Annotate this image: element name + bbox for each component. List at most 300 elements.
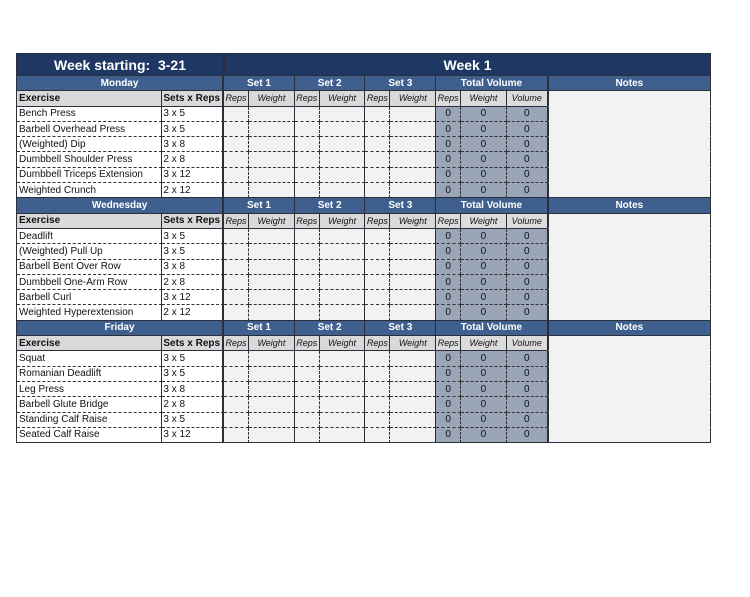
total-reps-value: 0 [436,413,461,428]
set-2-weight-input[interactable] [320,413,366,428]
set-3-reps-input[interactable] [365,428,390,443]
exercise-name: Dumbbell One-Arm Row [17,275,162,290]
set-2-header: Set 2 [295,198,366,213]
total-reps-column-header: Reps [436,91,461,106]
sets-reps-value: 2 x 8 [162,275,224,290]
total-volume-value: 0 [507,382,548,397]
set-3-weight-input[interactable] [390,229,436,244]
set-3-weight-input[interactable] [390,183,436,198]
exercise-name: (Weighted) Dip [17,137,162,152]
total-reps-value: 0 [436,229,461,244]
exercise-row [17,428,711,443]
exercise-name: Standing Calf Raise [17,413,162,428]
set-3-reps-input[interactable] [365,290,390,305]
set-2-reps-input[interactable] [295,305,320,320]
set-3-weight-input[interactable] [390,413,436,428]
set-3-reps-input[interactable] [365,351,390,366]
sets-reps-value: 3 x 8 [162,260,224,275]
notes-cell[interactable] [548,397,711,412]
total-reps-value: 0 [436,428,461,443]
reps-column-header: Reps [224,214,249,229]
weight-column-header: Weight [390,336,436,351]
set-1-reps-input[interactable] [224,275,249,290]
exercise-row [17,367,711,382]
total-weight-value: 0 [461,275,507,290]
total-volume-value: 0 [507,229,548,244]
total-volume-column-header: Volume [507,336,548,351]
weight-column-header: Weight [320,91,366,106]
sets-reps-value: 2 x 8 [162,397,224,412]
set-2-reps-input[interactable] [295,260,320,275]
total-weight-value: 0 [461,397,507,412]
total-reps-value: 0 [436,168,461,183]
notes-cell[interactable] [548,290,711,305]
reps-column-header: Reps [365,91,390,106]
set-3-reps-input[interactable] [365,367,390,382]
set-3-header: Set 3 [365,76,436,91]
set-2-weight-input[interactable] [320,107,366,122]
weight-column-header: Weight [390,214,436,229]
total-volume-value: 0 [507,290,548,305]
set-1-reps-input[interactable] [224,152,249,167]
set-3-weight-input[interactable] [390,351,436,366]
weight-column-header: Weight [249,336,295,351]
set-1-reps-input[interactable] [224,183,249,198]
total-volume-value: 0 [507,183,548,198]
set-1-reps-input[interactable] [224,168,249,183]
set-2-weight-input[interactable] [320,122,366,137]
notes-cell[interactable] [548,214,711,229]
set-2-weight-input[interactable] [320,382,366,397]
set-3-reps-input[interactable] [365,382,390,397]
set-2-reps-input[interactable] [295,137,320,152]
set-3-reps-input[interactable] [365,305,390,320]
day-header-row [17,198,711,213]
total-volume-column-header: Volume [507,91,548,106]
set-2-reps-input[interactable] [295,397,320,412]
reps-column-header: Reps [295,214,320,229]
set-2-header: Set 2 [295,76,366,91]
notes-cell[interactable] [548,229,711,244]
set-1-header: Set 1 [224,76,295,91]
set-2-weight-input[interactable] [320,428,366,443]
set-2-reps-input[interactable] [295,152,320,167]
notes-cell[interactable] [548,244,711,259]
set-2-reps-input[interactable] [295,275,320,290]
exercise-row [17,168,711,183]
exercise-name: Leg Press [17,382,162,397]
set-3-weight-input[interactable] [390,275,436,290]
set-2-reps-input[interactable] [295,428,320,443]
set-3-weight-input[interactable] [390,397,436,412]
sets-reps-value: 2 x 12 [162,305,224,320]
set-1-weight-input[interactable] [249,397,295,412]
set-2-reps-input[interactable] [295,351,320,366]
set-2-reps-input[interactable] [295,122,320,137]
set-1-weight-input[interactable] [249,413,295,428]
notes-cell[interactable] [548,260,711,275]
set-1-reps-input[interactable] [224,382,249,397]
set-2-header: Set 2 [295,321,366,336]
total-weight-column-header: Weight [461,91,507,106]
total-volume-value: 0 [507,137,548,152]
exercise-name: (Weighted) Pull Up [17,244,162,259]
total-volume-value: 0 [507,122,548,137]
total-volume-value: 0 [507,244,548,259]
set-2-weight-input[interactable] [320,168,366,183]
set-2-weight-input[interactable] [320,229,366,244]
reps-column-header: Reps [224,336,249,351]
weight-column-header: Weight [320,336,366,351]
set-1-reps-input[interactable] [224,428,249,443]
set-1-reps-input[interactable] [224,351,249,366]
notes-cell[interactable] [548,367,711,382]
exercise-row [17,382,711,397]
exercise-row [17,351,711,366]
exercise-name: Barbell Glute Bridge [17,397,162,412]
set-3-reps-input[interactable] [365,152,390,167]
notes-cell[interactable] [548,382,711,397]
total-reps-value: 0 [436,351,461,366]
exercise-name: Weighted Crunch [17,183,162,198]
sets-reps-value: 3 x 5 [162,367,224,382]
set-2-reps-input[interactable] [295,107,320,122]
set-3-weight-input[interactable] [390,428,436,443]
set-3-weight-input[interactable] [390,244,436,259]
set-1-reps-input[interactable] [224,260,249,275]
day-header-row [17,321,711,336]
notes-header: Notes [548,76,711,91]
column-header-row [17,336,711,351]
set-2-weight-input[interactable] [320,397,366,412]
total-weight-value: 0 [461,351,507,366]
notes-cell[interactable] [548,107,711,122]
set-2-reps-input[interactable] [295,367,320,382]
total-reps-value: 0 [436,183,461,198]
set-1-reps-input[interactable] [224,244,249,259]
exercise-row [17,305,711,320]
sets-reps-value: 3 x 5 [162,351,224,366]
notes-cell[interactable] [548,351,711,366]
week-starting-label: Week starting: [53,56,151,73]
set-1-reps-input[interactable] [224,107,249,122]
notes-cell[interactable] [548,168,711,183]
set-2-weight-input[interactable] [320,244,366,259]
total-volume-header: Total Volume [436,76,548,91]
sets-reps-value: 3 x 5 [162,122,224,137]
total-volume-value: 0 [507,275,548,290]
set-3-weight-input[interactable] [390,152,436,167]
set-3-reps-input[interactable] [365,275,390,290]
set-3-reps-input[interactable] [365,260,390,275]
exercise-column-header: Exercise [17,91,162,106]
set-1-reps-input[interactable] [224,229,249,244]
total-volume-value: 0 [507,367,548,382]
set-2-reps-input[interactable] [295,290,320,305]
set-3-reps-input[interactable] [365,107,390,122]
set-1-weight-input[interactable] [249,229,295,244]
set-1-reps-input[interactable] [224,137,249,152]
total-volume-value: 0 [507,413,548,428]
total-weight-value: 0 [461,428,507,443]
set-2-weight-input[interactable] [320,290,366,305]
weight-column-header: Weight [249,91,295,106]
set-1-reps-input[interactable] [224,290,249,305]
total-reps-value: 0 [436,290,461,305]
reps-column-header: Reps [295,91,320,106]
total-weight-column-header: Weight [461,214,507,229]
total-weight-value: 0 [461,382,507,397]
exercise-name: Bench Press [17,107,162,122]
exercise-column-header: Exercise [17,336,162,351]
total-weight-value: 0 [461,305,507,320]
exercise-row [17,107,711,122]
reps-column-header: Reps [365,214,390,229]
total-volume-value: 0 [507,107,548,122]
exercise-row [17,183,711,198]
set-1-weight-input[interactable] [249,367,295,382]
total-weight-value: 0 [461,244,507,259]
total-weight-value: 0 [461,290,507,305]
workout-log-sheet [16,53,711,443]
total-reps-value: 0 [436,397,461,412]
sets-reps-value: 3 x 5 [162,229,224,244]
set-1-weight-input[interactable] [249,168,295,183]
set-1-weight-input[interactable] [249,122,295,137]
set-2-weight-input[interactable] [320,152,366,167]
set-1-weight-input[interactable] [249,428,295,443]
set-2-weight-input[interactable] [320,260,366,275]
sets-reps-value: 3 x 5 [162,107,224,122]
exercise-name: Dumbbell Triceps Extension [17,168,162,183]
exercise-row [17,152,711,167]
total-weight-value: 0 [461,260,507,275]
notes-cell[interactable] [548,305,711,320]
total-reps-value: 0 [436,305,461,320]
notes-header: Notes [548,321,711,336]
notes-cell[interactable] [548,275,711,290]
set-3-weight-input[interactable] [390,122,436,137]
notes-cell[interactable] [548,91,711,106]
notes-cell[interactable] [548,183,711,198]
set-1-reps-input[interactable] [224,367,249,382]
total-reps-value: 0 [436,275,461,290]
set-2-weight-input[interactable] [320,367,366,382]
set-3-reps-input[interactable] [365,397,390,412]
reps-column-header: Reps [295,336,320,351]
set-3-header: Set 3 [365,198,436,213]
set-1-weight-input[interactable] [249,275,295,290]
set-1-weight-input[interactable] [249,351,295,366]
set-3-weight-input[interactable] [390,168,436,183]
set-2-weight-input[interactable] [320,183,366,198]
sets-reps-value: 3 x 8 [162,137,224,152]
exercise-column-header: Exercise [17,214,162,229]
total-weight-value: 0 [461,122,507,137]
total-weight-value: 0 [461,137,507,152]
set-2-weight-input[interactable] [320,351,366,366]
notes-cell[interactable] [548,152,711,167]
sets-reps-value: 3 x 5 [162,413,224,428]
total-volume-value: 0 [507,168,548,183]
total-reps-column-header: Reps [436,336,461,351]
set-3-reps-input[interactable] [365,183,390,198]
set-2-reps-input[interactable] [295,168,320,183]
total-reps-value: 0 [436,107,461,122]
total-volume-value: 0 [507,397,548,412]
set-1-weight-input[interactable] [249,305,295,320]
set-3-reps-input[interactable] [365,413,390,428]
weight-column-header: Weight [390,91,436,106]
set-3-header: Set 3 [365,321,436,336]
set-2-reps-input[interactable] [295,183,320,198]
sets-reps-value: 3 x 12 [162,290,224,305]
total-reps-value: 0 [436,137,461,152]
sets-reps-value: 2 x 12 [162,183,224,198]
total-volume-header: Total Volume [436,198,548,213]
set-3-reps-input[interactable] [365,122,390,137]
exercise-row [17,229,711,244]
set-1-weight-input[interactable] [249,244,295,259]
notes-header: Notes [548,198,711,213]
exercise-name: Weighted Hyperextension [17,305,162,320]
day-name: Monday [17,76,224,91]
total-volume-value: 0 [507,428,548,443]
sets-reps-value: 3 x 5 [162,244,224,259]
set-1-header: Set 1 [224,198,295,213]
total-weight-value: 0 [461,152,507,167]
total-reps-value: 0 [436,382,461,397]
set-2-reps-input[interactable] [295,229,320,244]
exercise-name: Seated Calf Raise [17,428,162,443]
set-1-header: Set 1 [224,321,295,336]
week-label: Week 1 [225,54,711,76]
set-1-weight-input[interactable] [249,382,295,397]
exercise-row [17,290,711,305]
set-1-reps-input[interactable] [224,413,249,428]
set-3-weight-input[interactable] [390,260,436,275]
exercise-name: Barbell Bent Over Row [17,260,162,275]
total-weight-value: 0 [461,413,507,428]
total-weight-value: 0 [461,183,507,198]
reps-column-header: Reps [224,91,249,106]
weight-column-header: Weight [320,214,366,229]
set-1-reps-input[interactable] [224,305,249,320]
set-3-reps-input[interactable] [365,244,390,259]
day-header-row [17,76,711,91]
column-header-row [17,214,711,229]
set-2-reps-input[interactable] [295,413,320,428]
exercise-row [17,413,711,428]
set-2-weight-input[interactable] [320,305,366,320]
week-starting-cell[interactable] [17,54,225,76]
total-volume-column-header: Volume [507,214,548,229]
set-3-weight-input[interactable] [390,137,436,152]
week-title-row [17,54,711,76]
set-3-reps-input[interactable] [365,168,390,183]
total-volume-value: 0 [507,260,548,275]
set-3-weight-input[interactable] [390,382,436,397]
total-reps-value: 0 [436,122,461,137]
total-weight-value: 0 [461,229,507,244]
notes-cell[interactable] [548,413,711,428]
set-1-weight-input[interactable] [249,260,295,275]
exercise-row [17,397,711,412]
set-3-reps-input[interactable] [365,137,390,152]
notes-cell[interactable] [548,137,711,152]
set-2-reps-input[interactable] [295,244,320,259]
set-1-weight-input[interactable] [249,107,295,122]
notes-cell[interactable] [548,122,711,137]
exercise-row [17,260,711,275]
sets-reps-value: 2 x 8 [162,152,224,167]
total-reps-value: 0 [436,152,461,167]
total-reps-column-header: Reps [436,214,461,229]
total-weight-column-header: Weight [461,336,507,351]
set-3-weight-input[interactable] [390,367,436,382]
total-volume-value: 0 [507,351,548,366]
sets-reps-value: 3 x 12 [162,428,224,443]
set-1-reps-input[interactable] [224,397,249,412]
reps-column-header: Reps [365,336,390,351]
day-name: Wednesday [17,198,224,213]
weight-column-header: Weight [249,214,295,229]
total-reps-value: 0 [436,367,461,382]
sets-reps-column-header: Sets x Reps [162,214,224,229]
set-1-weight-input[interactable] [249,183,295,198]
sets-reps-column-header: Sets x Reps [162,91,224,106]
sets-reps-value: 3 x 8 [162,382,224,397]
total-weight-value: 0 [461,367,507,382]
total-volume-value: 0 [507,152,548,167]
total-volume-header: Total Volume [436,321,548,336]
total-weight-value: 0 [461,168,507,183]
set-2-weight-input[interactable] [320,275,366,290]
set-3-weight-input[interactable] [390,107,436,122]
sets-reps-column-header: Sets x Reps [162,336,224,351]
exercise-row [17,244,711,259]
week-starting-value: 3-21 [157,56,187,73]
exercise-name: Barbell Overhead Press [17,122,162,137]
sets-reps-value: 3 x 12 [162,168,224,183]
column-header-row [17,91,711,106]
day-name: Friday [17,321,224,336]
exercise-name: Dumbbell Shoulder Press [17,152,162,167]
exercise-row [17,137,711,152]
set-1-reps-input[interactable] [224,122,249,137]
exercise-name: Deadlift [17,229,162,244]
notes-cell[interactable] [548,428,711,443]
set-1-weight-input[interactable] [249,137,295,152]
total-reps-value: 0 [436,260,461,275]
set-1-weight-input[interactable] [249,152,295,167]
set-3-weight-input[interactable] [390,290,436,305]
total-weight-value: 0 [461,107,507,122]
exercise-name: Romanian Deadlift [17,367,162,382]
exercise-row [17,275,711,290]
exercise-row [17,122,711,137]
total-reps-value: 0 [436,244,461,259]
set-2-weight-input[interactable] [320,137,366,152]
total-volume-value: 0 [507,305,548,320]
notes-cell[interactable] [548,336,711,351]
set-2-reps-input[interactable] [295,382,320,397]
set-1-weight-input[interactable] [249,290,295,305]
exercise-name: Barbell Curl [17,290,162,305]
set-3-weight-input[interactable] [390,305,436,320]
set-3-reps-input[interactable] [365,229,390,244]
exercise-name: Squat [17,351,162,366]
